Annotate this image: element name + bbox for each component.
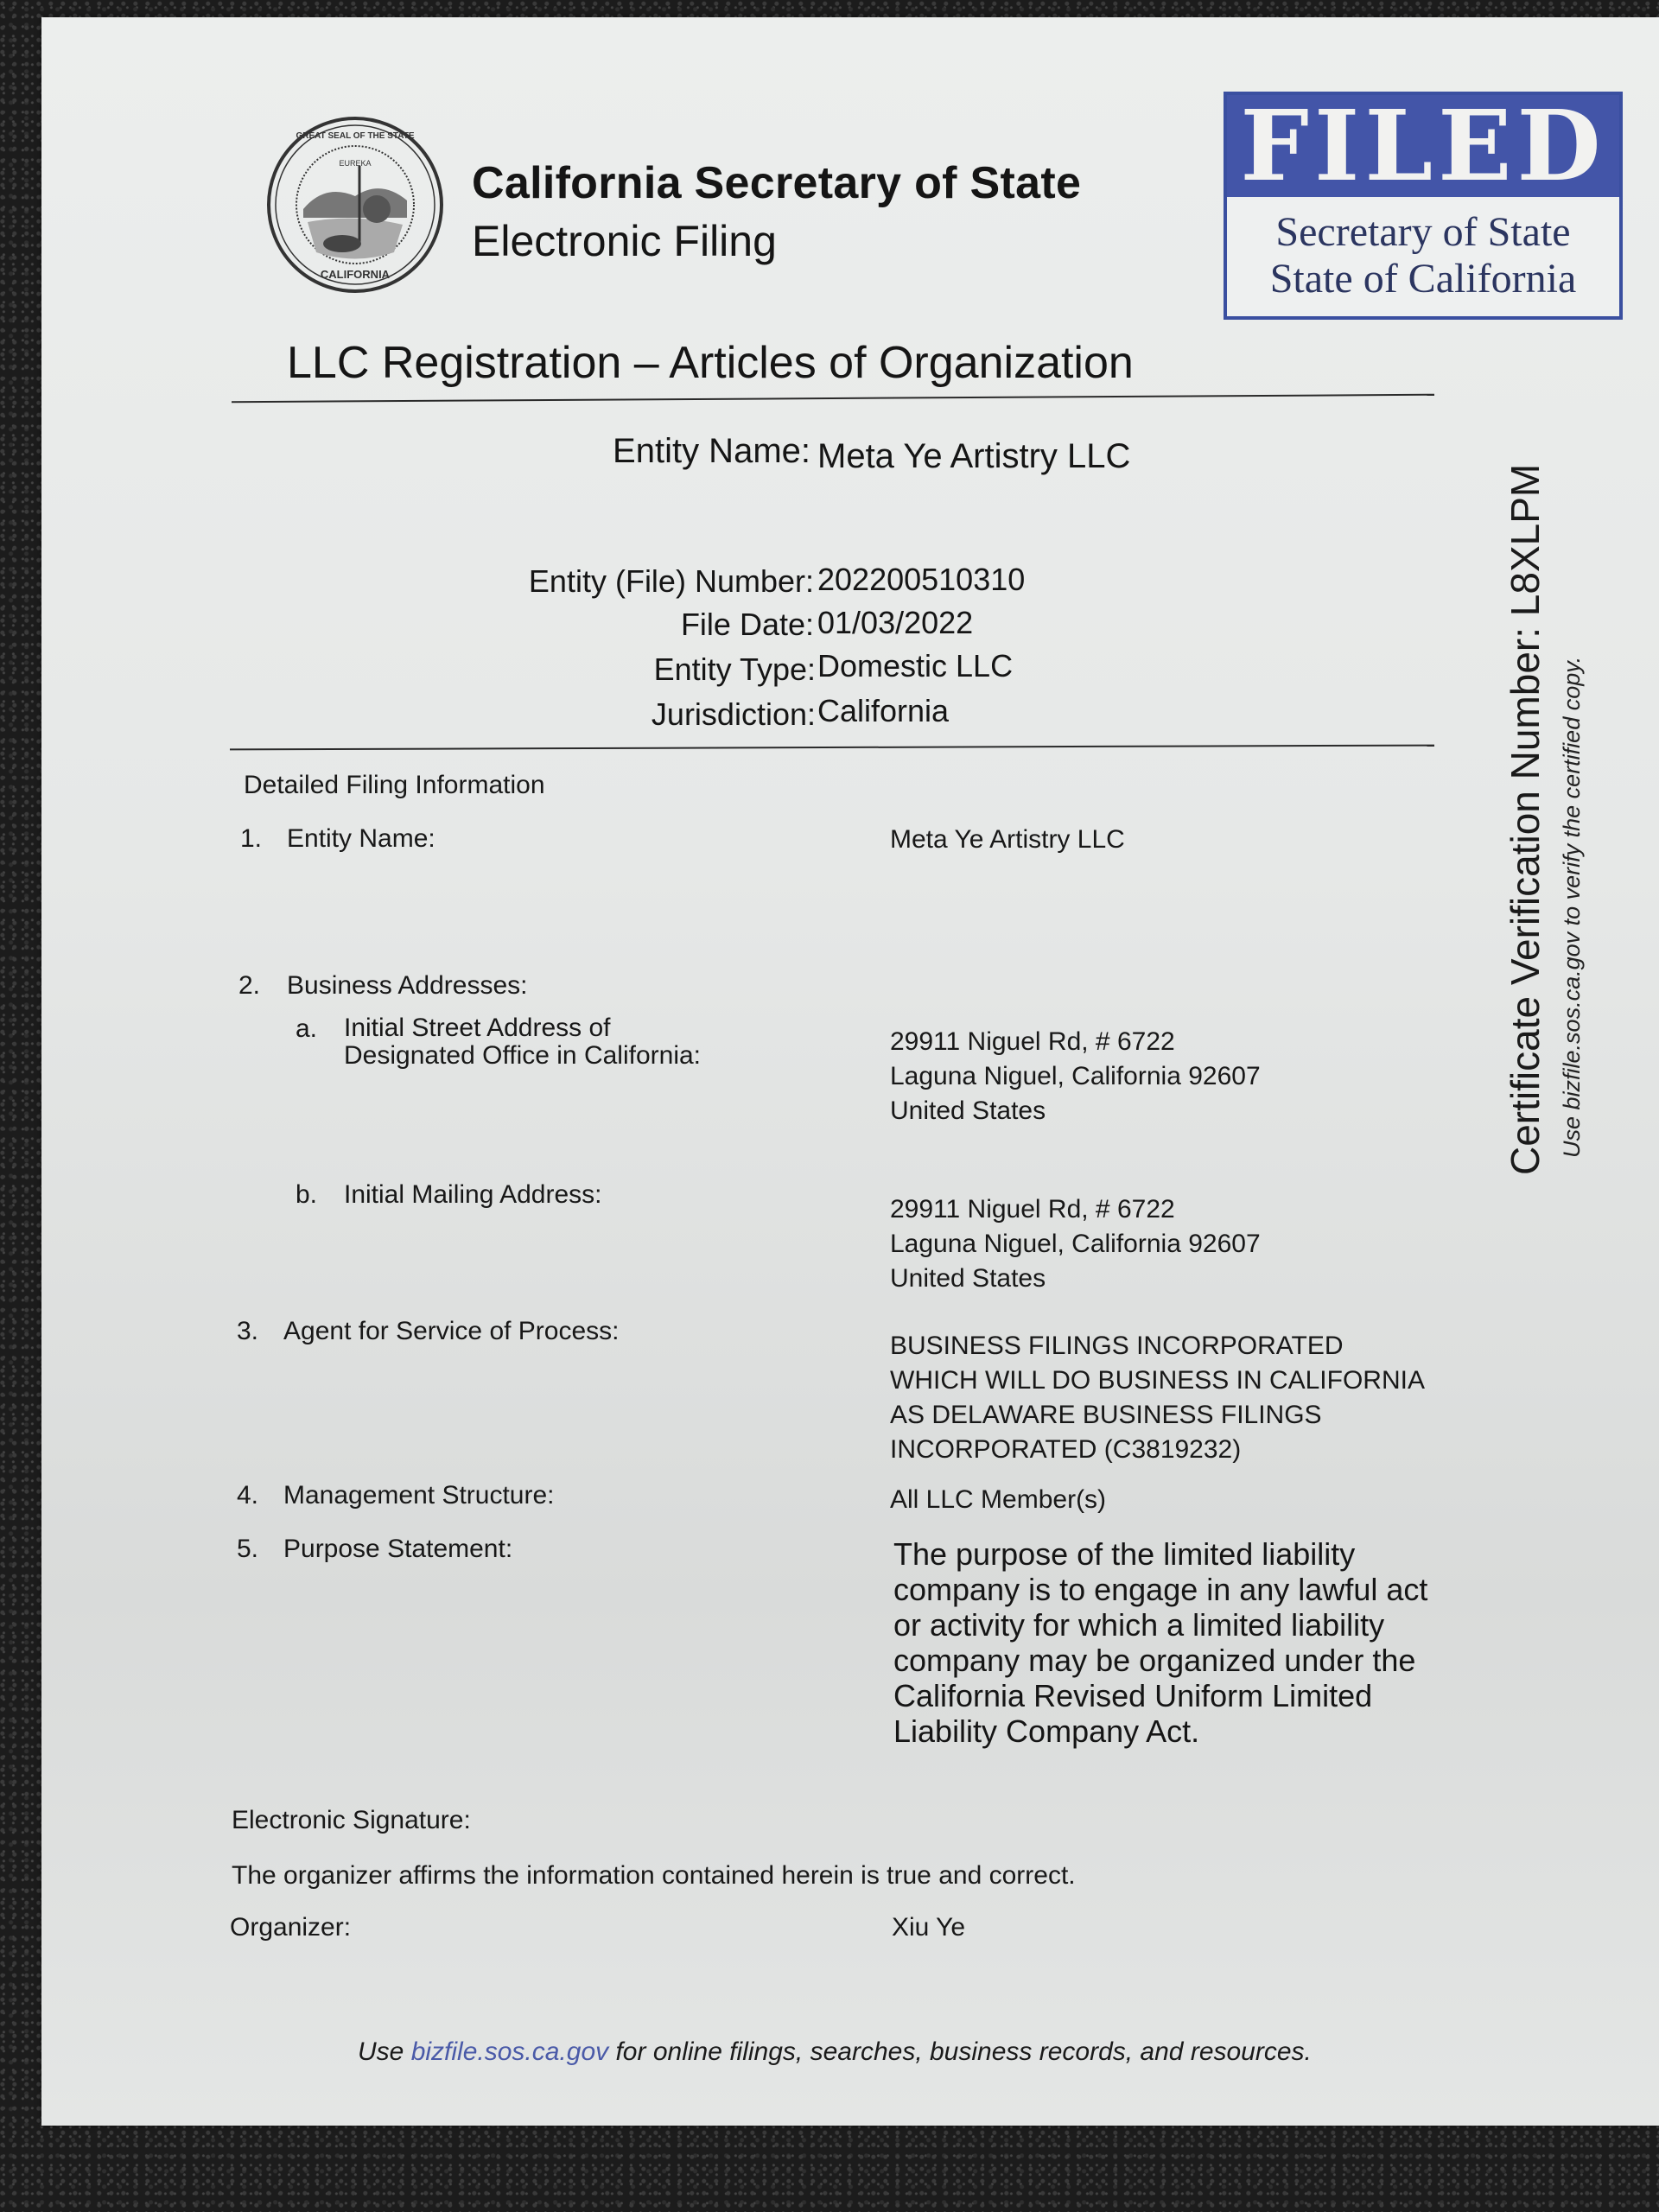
svg-text:EUREKA: EUREKA bbox=[339, 159, 372, 168]
summary-label-jurisdiction: Jurisdiction: bbox=[651, 696, 816, 732]
svg-text:CALIFORNIA: CALIFORNIA bbox=[320, 268, 391, 281]
address-line: Laguna Niguel, California 92607 bbox=[890, 1062, 1261, 1090]
summary-value-file-date: 01/03/2022 bbox=[817, 605, 974, 640]
summary-label-entity-name: Entity Name: bbox=[613, 432, 810, 470]
stamp-line-1: Secretary of State bbox=[1275, 209, 1571, 255]
summary-label-entity-type: Entity Type: bbox=[653, 652, 816, 687]
certificate-verification-note: Use bizfile.sos.ca.gov to verify the certified copy. bbox=[1559, 656, 1585, 1158]
agency-subtitle: Electronic Filing bbox=[472, 217, 777, 265]
organizer-label: Organizer: bbox=[230, 1913, 352, 1942]
summary-value-file-number: 202200510310 bbox=[817, 562, 1026, 597]
address-line: Laguna Niguel, California 92607 bbox=[890, 1230, 1261, 1258]
address-line: 29911 Niguel Rd, # 6722 bbox=[890, 1027, 1175, 1056]
item-2-number: 2. bbox=[238, 971, 261, 1000]
item-2b-address bbox=[890, 1192, 1261, 1296]
item-2b-label: Initial Mailing Address: bbox=[344, 1180, 602, 1209]
item-2a-label: Initial Street Address of Designated Office in California: bbox=[344, 1014, 701, 1070]
item-5-label: Purpose Statement: bbox=[283, 1535, 513, 1563]
summary-label-file-date: File Date: bbox=[680, 607, 814, 642]
item-1-label: Entity Name: bbox=[287, 824, 435, 853]
purpose-line: company is to engage in any lawful act bbox=[893, 1572, 1428, 1607]
agency-title: California Secretary of State bbox=[472, 158, 1082, 208]
summary-label-file-number: Entity (File) Number: bbox=[528, 563, 814, 599]
filed-stamp bbox=[1224, 89, 1623, 320]
document-title: LLC Registration – Articles of Organization bbox=[287, 338, 1134, 388]
bizfile-link[interactable]: bizfile.sos.ca.gov bbox=[410, 2037, 609, 2066]
item-1-number: 1. bbox=[240, 824, 263, 853]
item-3-label: Agent for Service of Process: bbox=[283, 1317, 620, 1345]
footer-note: Use bizfile.sos.ca.gov for online filings, searches, business records, and resources. bbox=[358, 2037, 1312, 2066]
item-2a-letter: a. bbox=[296, 1014, 318, 1043]
item-2b-letter: b. bbox=[296, 1180, 318, 1209]
item-4-value: All LLC Member(s) bbox=[890, 1485, 1107, 1514]
purpose-line: The purpose of the limited liability bbox=[893, 1536, 1356, 1572]
details-heading: Detailed Filing Information bbox=[244, 771, 545, 799]
agent-line: INCORPORATED (C3819232) bbox=[890, 1435, 1242, 1464]
agent-line: BUSINESS FILINGS INCORPORATED bbox=[890, 1332, 1344, 1360]
item-5-number: 5. bbox=[237, 1535, 259, 1563]
agent-line: AS DELAWARE BUSINESS FILINGS bbox=[890, 1401, 1322, 1429]
purpose-line: California Revised Uniform Limited bbox=[893, 1678, 1373, 1713]
filed-status: FILED bbox=[1227, 95, 1619, 197]
item-2-label: Business Addresses: bbox=[287, 971, 528, 1000]
item-1-value: Meta Ye Artistry LLC bbox=[890, 825, 1125, 854]
signature-heading: Electronic Signature: bbox=[232, 1806, 471, 1834]
california-seal-icon bbox=[264, 114, 446, 296]
certificate-verification-number: Certificate Verification Number: L8XLPM bbox=[1503, 463, 1548, 1175]
item-2a-address bbox=[890, 1025, 1261, 1128]
address-line: 29911 Niguel Rd, # 6722 bbox=[890, 1195, 1175, 1224]
summary-value-entity-name: Meta Ye Artistry LLC bbox=[817, 437, 1131, 475]
summary-value-entity-type: Domestic LLC bbox=[817, 648, 1014, 683]
item-5-purpose bbox=[893, 1536, 1481, 1749]
purpose-line: or activity for which a limited liability bbox=[893, 1607, 1385, 1643]
item-3-agent bbox=[890, 1329, 1425, 1467]
divider-mid bbox=[230, 745, 1434, 751]
signature-affirmation: The organizer affirms the information contained herein is true and correct. bbox=[232, 1861, 1076, 1890]
stamp-line-2: State of California bbox=[1269, 256, 1577, 302]
purpose-line: company may be organized under the bbox=[893, 1643, 1416, 1678]
summary-value-jurisdiction: California bbox=[817, 693, 950, 728]
item-4-number: 4. bbox=[237, 1481, 259, 1510]
item-4-label: Management Structure: bbox=[283, 1481, 555, 1510]
svg-text:GREAT SEAL OF THE STATE: GREAT SEAL OF THE STATE bbox=[296, 131, 415, 141]
agent-line: WHICH WILL DO BUSINESS IN CALIFORNIA bbox=[890, 1366, 1425, 1395]
address-line: United States bbox=[890, 1264, 1046, 1293]
divider-top bbox=[232, 394, 1434, 404]
item-3-number: 3. bbox=[237, 1317, 259, 1345]
purpose-line: Liability Company Act. bbox=[893, 1713, 1200, 1749]
organizer-name: Xiu Ye bbox=[892, 1913, 966, 1942]
document-page bbox=[41, 17, 1659, 2126]
address-line: United States bbox=[890, 1096, 1046, 1125]
